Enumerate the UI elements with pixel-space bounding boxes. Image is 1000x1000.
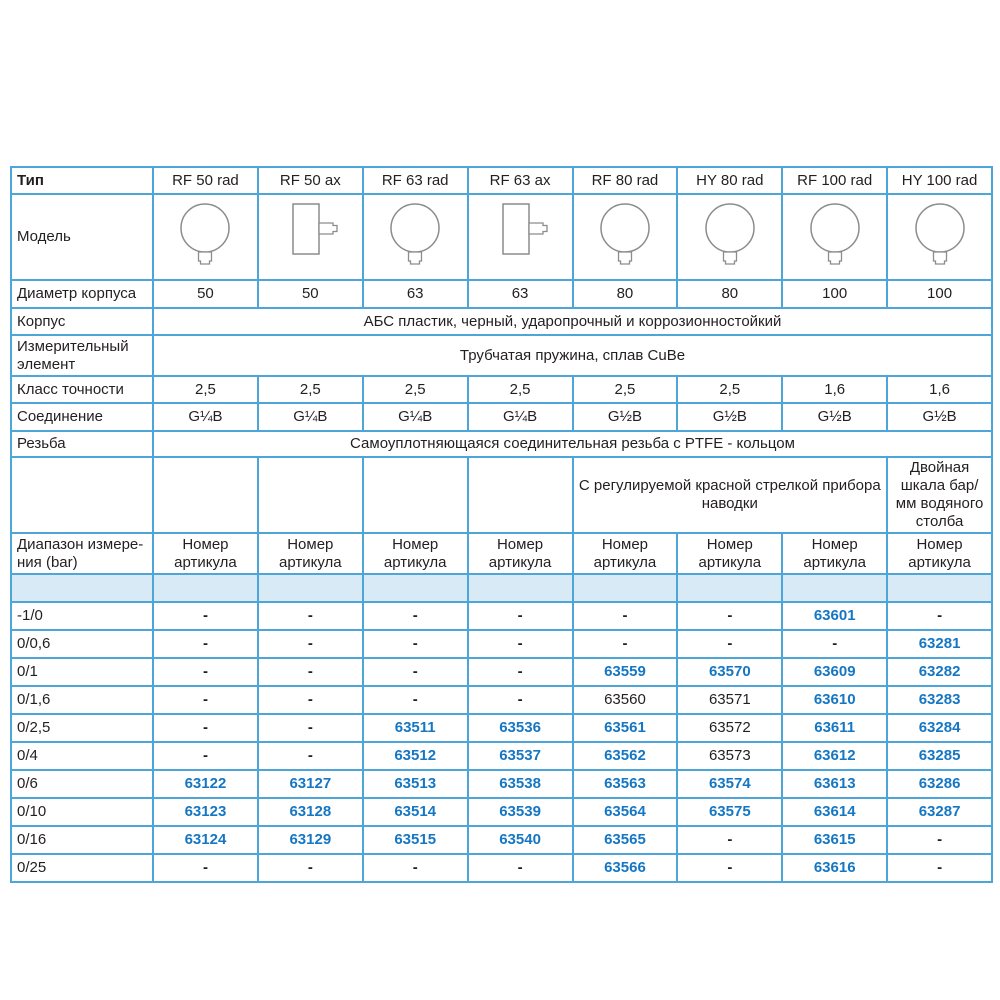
model-cell <box>468 194 573 280</box>
article-number-cell: 63124 <box>153 826 258 854</box>
article-number-cell: - <box>258 602 363 630</box>
dual-scale-note: Двойная шкала бар/ мм водяного столба <box>887 457 992 533</box>
table-row <box>11 686 992 714</box>
table-row <box>11 714 992 742</box>
gauge-radial-icon <box>154 197 257 277</box>
gauge-radial-icon <box>678 197 781 277</box>
column-header: RF 63 rad <box>363 167 468 194</box>
accuracy-value: 2,5 <box>573 376 678 403</box>
article-number-cell: - <box>887 826 992 854</box>
connection-value: G¼B <box>153 403 258 431</box>
article-number-cell: - <box>258 630 363 658</box>
article-number-cell: 63562 <box>573 742 678 770</box>
article-number-header: Номер артикула <box>782 533 887 574</box>
shaded-cell <box>677 574 782 602</box>
article-number-cell: 63287 <box>887 798 992 826</box>
column-header: RF 80 rad <box>573 167 678 194</box>
article-number-cell: - <box>363 658 468 686</box>
accuracy-value: 2,5 <box>468 376 573 403</box>
shaded-cell <box>11 574 153 602</box>
model-cell <box>153 194 258 280</box>
article-number-cell: - <box>153 602 258 630</box>
article-number-cell: 63610 <box>782 686 887 714</box>
body-label: Корпус <box>11 308 153 335</box>
article-number-cell: 63613 <box>782 770 887 798</box>
article-number-cell: 63285 <box>887 742 992 770</box>
article-number-cell: 63560 <box>573 686 678 714</box>
diameter-label: Диаметр корпуса <box>11 280 153 308</box>
model-cell <box>573 194 678 280</box>
column-header: RF 100 rad <box>782 167 887 194</box>
gauge-radial-icon <box>783 197 886 277</box>
article-number-cell: - <box>468 854 573 882</box>
shaded-cell <box>573 574 678 602</box>
article-number-cell: - <box>153 742 258 770</box>
article-number-cell: - <box>258 854 363 882</box>
range-cell: 0/6 <box>11 770 153 798</box>
article-number-cell: 63565 <box>573 826 678 854</box>
article-number-cell: - <box>153 630 258 658</box>
article-number-header: Номер артикула <box>887 533 992 574</box>
gauge-axial-icon <box>259 197 362 277</box>
column-header: RF 50 ax <box>258 167 363 194</box>
article-number-cell: - <box>258 714 363 742</box>
accuracy-value: 2,5 <box>153 376 258 403</box>
article-number-cell: - <box>573 630 678 658</box>
thread-label: Резьба <box>11 431 153 457</box>
range-cell: 0/1,6 <box>11 686 153 714</box>
article-number-cell: 63570 <box>677 658 782 686</box>
model-label: Модель <box>11 194 153 280</box>
table-row <box>11 658 992 686</box>
connection-value: G¼B <box>468 403 573 431</box>
article-number-cell: - <box>363 854 468 882</box>
article-number-cell: - <box>363 630 468 658</box>
article-number-cell: 63284 <box>887 714 992 742</box>
element-row <box>11 335 992 376</box>
diameter-value: 100 <box>887 280 992 308</box>
article-number-cell: - <box>153 686 258 714</box>
table-row <box>11 798 992 826</box>
accuracy-value: 1,6 <box>887 376 992 403</box>
empty-cell <box>363 457 468 533</box>
range-cell: -1/0 <box>11 602 153 630</box>
gauge-radial-icon <box>574 197 677 277</box>
article-number-cell: - <box>573 602 678 630</box>
article-number-cell: 63540 <box>468 826 573 854</box>
accuracy-value: 2,5 <box>363 376 468 403</box>
article-number-cell: 63511 <box>363 714 468 742</box>
table-row <box>11 742 992 770</box>
article-number-cell: 63615 <box>782 826 887 854</box>
shaded-cell <box>782 574 887 602</box>
spec-table <box>10 166 993 883</box>
range-cell: 0/0,6 <box>11 630 153 658</box>
element-label: Измерительный элемент <box>11 335 153 376</box>
article-number-cell: - <box>677 630 782 658</box>
thread-value: Самоуплотняющаяся соединительная резьба с PTFE - кольцом <box>153 431 992 457</box>
shaded-cell <box>468 574 573 602</box>
shaded-cell <box>363 574 468 602</box>
empty-cell <box>468 457 573 533</box>
article-number-cell: - <box>153 854 258 882</box>
article-number-cell: 63559 <box>573 658 678 686</box>
diameter-value: 100 <box>782 280 887 308</box>
article-number-cell: 63281 <box>887 630 992 658</box>
article-number-cell: - <box>677 854 782 882</box>
article-number-cell: 63566 <box>573 854 678 882</box>
table-row <box>11 770 992 798</box>
accuracy-value: 2,5 <box>677 376 782 403</box>
model-cell <box>677 194 782 280</box>
article-number-header: Номер артикула <box>258 533 363 574</box>
article-number-cell: - <box>468 686 573 714</box>
article-number-header: Номер артикула <box>573 533 678 574</box>
connection-value: G¼B <box>258 403 363 431</box>
range-header-row <box>11 533 992 574</box>
connection-value: G½B <box>782 403 887 431</box>
gauge-axial-icon <box>469 197 572 277</box>
diameter-value: 50 <box>258 280 363 308</box>
diameter-value: 63 <box>468 280 573 308</box>
notes-row <box>11 457 992 533</box>
accuracy-value: 2,5 <box>258 376 363 403</box>
range-cell: 0/16 <box>11 826 153 854</box>
article-number-cell: 63513 <box>363 770 468 798</box>
article-number-cell: - <box>468 658 573 686</box>
shaded-cell <box>258 574 363 602</box>
article-number-cell: 63575 <box>677 798 782 826</box>
type-header-row <box>11 167 992 194</box>
article-number-cell: 63286 <box>887 770 992 798</box>
article-number-cell: - <box>258 742 363 770</box>
article-number-cell: 63122 <box>153 770 258 798</box>
table-row <box>11 826 992 854</box>
article-number-cell: 63536 <box>468 714 573 742</box>
article-number-cell: - <box>887 602 992 630</box>
column-header: RF 50 rad <box>153 167 258 194</box>
diameter-value: 50 <box>153 280 258 308</box>
model-cell <box>363 194 468 280</box>
article-number-cell: 63282 <box>887 658 992 686</box>
range-cell: 0/2,5 <box>11 714 153 742</box>
article-number-header: Номер артикула <box>153 533 258 574</box>
gauge-radial-icon <box>888 197 991 277</box>
table-row <box>11 630 992 658</box>
article-number-header: Номер артикула <box>363 533 468 574</box>
article-number-cell: 63515 <box>363 826 468 854</box>
diameter-row <box>11 280 992 308</box>
article-number-cell: 63537 <box>468 742 573 770</box>
table-row <box>11 602 992 630</box>
empty-cell <box>258 457 363 533</box>
connection-label: Соединение <box>11 403 153 431</box>
article-number-cell: - <box>782 630 887 658</box>
article-number-cell: 63614 <box>782 798 887 826</box>
body-row <box>11 308 992 335</box>
article-number-cell: - <box>363 686 468 714</box>
article-number-cell: 63512 <box>363 742 468 770</box>
accuracy-value: 1,6 <box>782 376 887 403</box>
article-number-cell: 63609 <box>782 658 887 686</box>
article-number-cell: 63573 <box>677 742 782 770</box>
model-cell <box>258 194 363 280</box>
shaded-row <box>11 574 992 602</box>
article-number-cell: 63514 <box>363 798 468 826</box>
article-number-cell: 63612 <box>782 742 887 770</box>
connection-row <box>11 403 992 431</box>
article-number-cell: - <box>153 714 258 742</box>
column-header: HY 100 rad <box>887 167 992 194</box>
article-number-cell: 63123 <box>153 798 258 826</box>
range-cell: 0/1 <box>11 658 153 686</box>
column-header: HY 80 rad <box>677 167 782 194</box>
body-value: АБС пластик, черный, ударопрочный и коррозионностойкий <box>153 308 992 335</box>
article-number-cell: 63129 <box>258 826 363 854</box>
article-number-header: Номер артикула <box>677 533 782 574</box>
article-number-cell: 63571 <box>677 686 782 714</box>
article-number-cell: 63538 <box>468 770 573 798</box>
diameter-value: 63 <box>363 280 468 308</box>
article-number-cell: 63611 <box>782 714 887 742</box>
article-number-cell: - <box>153 658 258 686</box>
connection-value: G¼B <box>363 403 468 431</box>
accuracy-label: Класс точности <box>11 376 153 403</box>
article-number-cell: 63564 <box>573 798 678 826</box>
element-value: Трубчатая пружина, сплав CuBe <box>153 335 992 376</box>
article-number-cell: 63574 <box>677 770 782 798</box>
article-number-cell: - <box>258 658 363 686</box>
article-number-cell: 63283 <box>887 686 992 714</box>
model-cell <box>887 194 992 280</box>
thread-row <box>11 431 992 457</box>
empty-cell <box>153 457 258 533</box>
shaded-cell <box>887 574 992 602</box>
accuracy-row <box>11 376 992 403</box>
range-cell: 0/25 <box>11 854 153 882</box>
article-number-cell: 63561 <box>573 714 678 742</box>
range-cell: 0/10 <box>11 798 153 826</box>
diameter-value: 80 <box>677 280 782 308</box>
column-header: RF 63 ax <box>468 167 573 194</box>
range-cell: 0/4 <box>11 742 153 770</box>
connection-value: G½B <box>573 403 678 431</box>
article-number-cell: - <box>887 854 992 882</box>
connection-value: G½B <box>677 403 782 431</box>
article-number-cell: 63563 <box>573 770 678 798</box>
article-number-cell: 63616 <box>782 854 887 882</box>
article-number-cell: - <box>363 602 468 630</box>
table-row <box>11 854 992 882</box>
model-cell <box>782 194 887 280</box>
article-number-cell: 63601 <box>782 602 887 630</box>
article-number-header: Номер артикула <box>468 533 573 574</box>
article-number-cell: - <box>677 826 782 854</box>
article-number-cell: 63127 <box>258 770 363 798</box>
article-number-cell: 63572 <box>677 714 782 742</box>
range-header-label: Диапазон измере- ния (bar) <box>11 533 153 574</box>
shaded-cell <box>153 574 258 602</box>
model-row <box>11 194 992 280</box>
article-number-cell: - <box>258 686 363 714</box>
article-number-cell: 63539 <box>468 798 573 826</box>
type-label: Тип <box>11 167 153 194</box>
red-pointer-note: С регулируемой красной стрелкой прибора наводки <box>573 457 888 533</box>
article-number-cell: 63128 <box>258 798 363 826</box>
article-number-cell: - <box>677 602 782 630</box>
gauge-radial-icon <box>364 197 467 277</box>
article-number-cell: - <box>468 630 573 658</box>
connection-value: G½B <box>887 403 992 431</box>
diameter-value: 80 <box>573 280 678 308</box>
article-number-cell: - <box>468 602 573 630</box>
empty-cell <box>11 457 153 533</box>
